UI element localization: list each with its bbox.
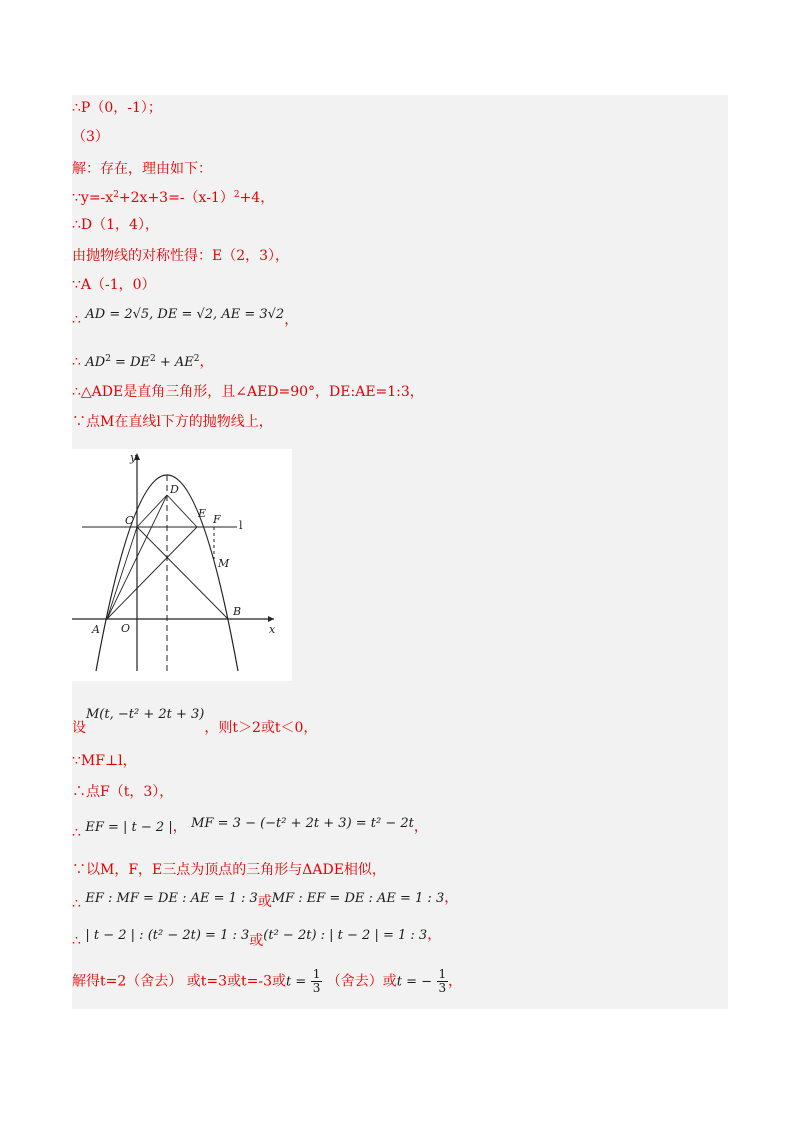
math-t: t =	[285, 974, 307, 990]
label-b: B	[233, 605, 242, 618]
parabola-figure	[72, 449, 292, 681]
parabola-diagram	[72, 449, 292, 681]
line-right-triangle: ∴△ADE是直角三角形，且∠AED=90°，DE:AE=1:3，	[72, 384, 424, 400]
segment-ac	[107, 527, 137, 619]
math-point-m: M(t, −t² + 2t + 3)	[86, 707, 205, 722]
label-f: F	[213, 513, 221, 526]
label-a: A	[92, 623, 100, 636]
math-equation-b: (t² − 2t) : | t − 2 | = 1 : 3	[263, 928, 428, 943]
math-pythagoras: $AD^2 = DE^2 + AE^2$	[85, 354, 200, 370]
line-vertex-form: $\because y=-x^2+2x+3=-(x-1)^2+4$，	[72, 190, 275, 206]
label-c: C	[125, 514, 134, 527]
line-solutions: 解得t=2（舍去） 或t=3或t=-3或t = $\frac{1}{3}$ （舍去）或t = − $\frac{1}{3}$ ，	[72, 967, 463, 995]
math-equation-a: | t − 2 | : (t² − 2t) = 1 : 3	[85, 928, 250, 943]
line-point-a: ∵A（-1，0）	[72, 277, 156, 293]
math-ratio-b: MF : EF = DE : AE = 1 : 3	[271, 891, 445, 906]
label-x: x	[269, 623, 276, 636]
math-ef: EF = | t − 2 |	[85, 820, 173, 835]
math-t-neg: t = −	[396, 974, 433, 990]
line-point-d: ∴D（1，4），	[72, 217, 159, 233]
line-lengths: ∴ AD = 2√5, DE = √2, AE = 3√2，	[72, 307, 299, 328]
line-point-m-condition: ∵点M在直线l下方的抛物线上，	[72, 414, 273, 430]
line-conclusion-p: ∴P（0，-1）；	[72, 100, 162, 116]
fraction-neg-one-third: $\frac{1}{3}$	[438, 967, 447, 995]
x-axis-arrow	[268, 616, 274, 622]
label-o: O	[121, 622, 131, 635]
label-l: l	[239, 519, 243, 532]
fraction-one-third: $\frac{1}{3}$	[312, 967, 321, 995]
parabola-curve	[96, 475, 238, 671]
segment-ae	[107, 527, 197, 619]
line-ef-mf: ∴ EF = | t − 2 |， MF = 3 − (−t² + 2t + 3) = t² − 2t，	[72, 816, 428, 841]
line-part-3: （3）	[72, 129, 109, 145]
line-answer-intro: 解：存在，理由如下：	[72, 161, 212, 177]
line-mf-perp: ∵MF⊥l，	[72, 753, 137, 769]
line-ratio: ∴ EF : MF = DE : AE = 1 : 3或MF : EF = DE : AE = 1 : 3，	[72, 890, 459, 912]
line-point-e: 由抛物线的对称性得：E（2，3），	[72, 248, 290, 264]
line-similar: ∵以M，F，E三点为顶点的三角形与ΔADE相似，	[72, 862, 386, 878]
label-e: E	[198, 507, 207, 520]
line-point-f: ∴点F（t，3），	[72, 784, 174, 800]
math-mf: MF = 3 − (−t² + 2t + 3) = t² − 2t	[191, 816, 414, 831]
line-pythagoras: ∴ $AD^2 = DE^2 + AE^2$，	[72, 354, 214, 370]
line-define-m: 设M(t, −t² + 2t + 3)，则t＞2或t＜0，	[72, 707, 318, 736]
line-equations: ∴ | t − 2 | : (t² − 2t) = 1 : 3或(t² − 2t) : | t − 2 | = 1 : 3，	[72, 927, 442, 949]
label-y: y	[130, 451, 137, 464]
math-ratio-a: EF : MF = DE : AE = 1 : 3	[85, 891, 258, 906]
math-lengths: AD = 2√5, DE = √2, AE = 3√2	[85, 307, 285, 322]
label-d: D	[170, 483, 179, 496]
label-m: M	[218, 557, 230, 570]
